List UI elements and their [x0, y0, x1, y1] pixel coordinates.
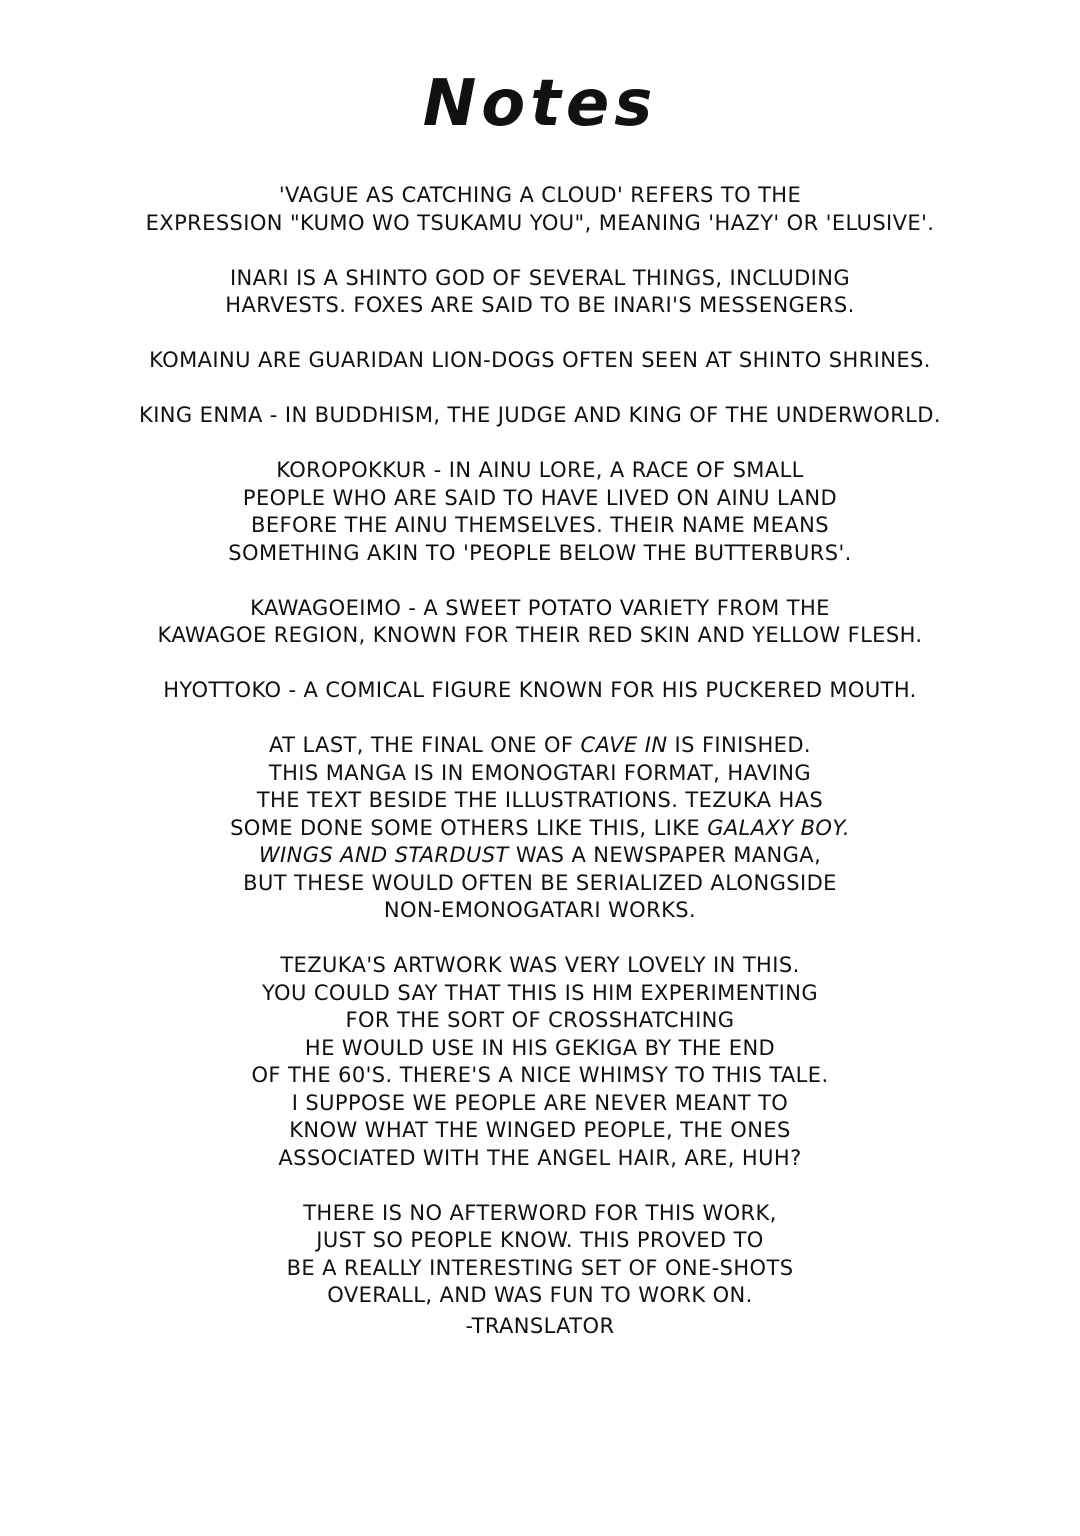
note-line: OVERALL, AND WAS FUN TO WORK ON. [327, 1283, 753, 1307]
note-line: PEOPLE WHO ARE SAID TO HAVE LIVED ON AINU LAND [242, 485, 838, 510]
note-line: THERE IS NO AFTERWORD FOR THIS WORK, [303, 1200, 777, 1225]
note-cloud-expression [90, 182, 990, 237]
note-line [90, 732, 990, 760]
note-koropokkur [90, 457, 990, 567]
note-afterword [90, 1200, 990, 1310]
note-komainu [90, 347, 990, 375]
note-line: SOMETHING AKIN TO 'PEOPLE BELOW THE BUTTERBURS'. [228, 540, 852, 565]
note-text: SOME DONE SOME OTHERS LIKE THIS, LIKE [230, 815, 708, 840]
note-line: KAWAGOEIMO - A SWEET POTATO VARIETY FROM THE [250, 595, 830, 620]
note-line: KOROPOKKUR - IN AINU LORE, A RACE OF SMALL [276, 458, 804, 482]
note-line: KOMAINU ARE GUARIDAN LION-DOGS OFTEN SEEN AT SHINTO SHRINES. [149, 348, 931, 372]
note-line: FOR THE SORT OF CROSSHATCHING [345, 1008, 735, 1032]
notes-body [90, 182, 990, 1337]
note-line: THE TEXT BESIDE THE ILLUSTRATIONS. TEZUKA HAS [256, 788, 824, 812]
note-inari [90, 265, 990, 320]
note-line: OF THE 60'S. THERE'S A NICE WHIMSY TO THIS TALE. [251, 1063, 829, 1087]
note-line: INARI IS A SHINTO GOD OF SEVERAL THINGS, INCLUDING [229, 265, 851, 290]
note-text: AT LAST, THE FINAL ONE OF [269, 733, 581, 757]
note-line: EXPRESSION "KUMO WO TSUKAMU YOU", MEANING 'HAZY' OR 'ELUSIVE'. [145, 210, 935, 235]
note-line: I SUPPOSE WE PEOPLE ARE NEVER MEANT TO [291, 1090, 789, 1115]
note-text: IS FINISHED. [667, 733, 811, 757]
note-line: ASSOCIATED WITH THE ANGEL HAIR, ARE, HUH? [278, 1145, 802, 1170]
note-line [90, 842, 990, 870]
note-line: JUST SO PEOPLE KNOW. THIS PROVED TO [316, 1228, 764, 1252]
note-text: WAS A NEWSPAPER MANGA, [508, 843, 822, 867]
note-line: YOU COULD SAY THAT THIS IS HIM EXPERIMENTING [261, 980, 819, 1005]
note-line: KING ENMA - IN BUDDHISM, THE JUDGE AND KING OF THE UNDERWORLD. [139, 403, 941, 427]
note-line: THIS MANGA IS IN EMONOGTARI FORMAT, HAVING [268, 760, 812, 785]
note-artwork [90, 952, 990, 1172]
note-line: 'VAGUE AS CATCHING A CLOUD' REFERS TO THE [278, 183, 802, 207]
note-line: TEZUKA'S ARTWORK WAS VERY LOVELY IN THIS. [280, 953, 800, 977]
page-title: Notes [422, 67, 658, 141]
note-line: HE WOULD USE IN HIS GEKIGA BY THE END [304, 1035, 776, 1060]
note-line: BEFORE THE AINU THEMSELVES. THEIR NAME MEANS [251, 513, 829, 537]
note-format [90, 732, 990, 925]
note-line: HARVESTS. FOXES ARE SAID TO BE INARI'S MESSENGERS. [225, 293, 855, 317]
note-line: BUT THESE WOULD OFTEN BE SERIALIZED ALONGSIDE [243, 870, 837, 895]
work-title: CAVE IN [580, 733, 668, 757]
work-title: WINGS AND STARDUST [258, 843, 509, 867]
note-line: BE A REALLY INTERESTING SET OF ONE-SHOTS [286, 1255, 794, 1280]
note-line: NON-EMONOGATARI WORKS. [383, 898, 697, 922]
note-line: KAWAGOE REGION, KNOWN FOR THEIR RED SKIN AND YELLOW FLESH. [157, 623, 923, 647]
note-line: KNOW WHAT THE WINGED PEOPLE, THE ONES [289, 1118, 791, 1142]
note-kawagoeimo [90, 595, 990, 650]
note-line: HYOTTOKO - A COMICAL FIGURE KNOWN FOR HIS PUCKERED MOUTH. [163, 678, 917, 702]
note-king-enma [90, 402, 990, 430]
work-title: GALAXY BOY. [707, 815, 850, 840]
note-hyottoko [90, 677, 990, 705]
note-line [90, 815, 990, 843]
translator-signature: -TRANSLATOR [465, 1314, 615, 1338]
